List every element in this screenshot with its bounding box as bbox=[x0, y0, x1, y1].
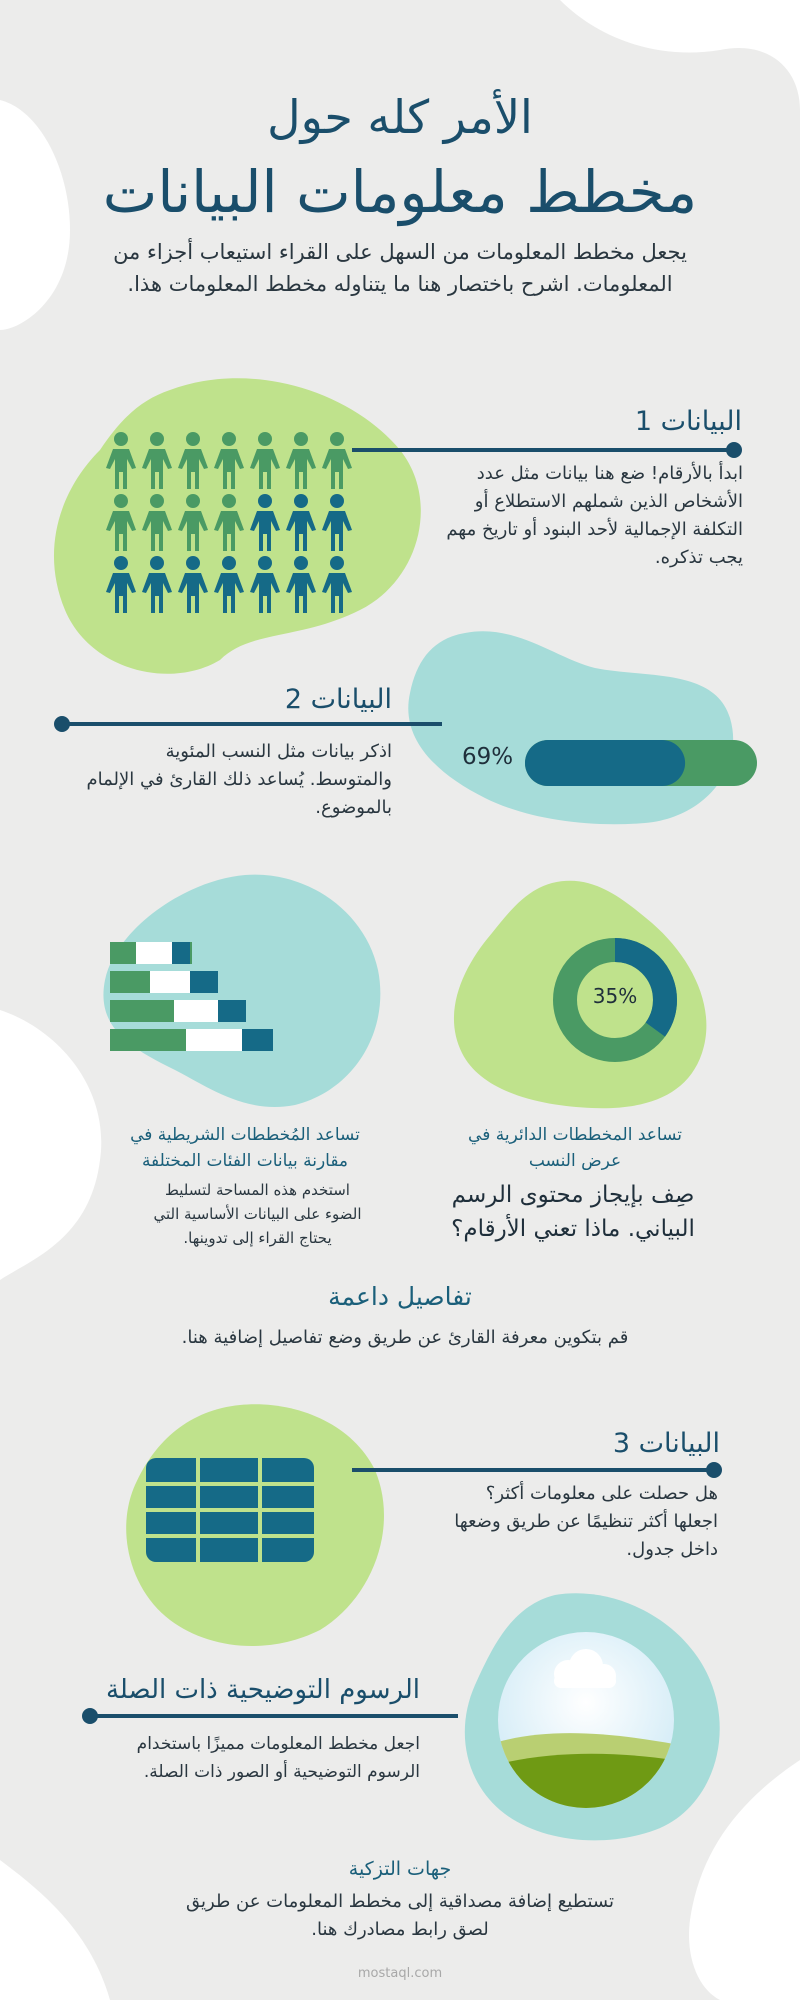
table-icon bbox=[146, 1458, 314, 1562]
section1-connector-line bbox=[352, 440, 744, 460]
illustrations-heading: الرسوم التوضيحية ذات الصلة bbox=[105, 1675, 420, 1705]
person-icon bbox=[106, 494, 136, 551]
section2-connector-line bbox=[52, 714, 444, 734]
person-icon bbox=[322, 432, 352, 489]
person-icon bbox=[178, 432, 208, 489]
section2-heading: البيانات 2 bbox=[284, 684, 392, 715]
person-icon bbox=[250, 432, 280, 489]
illustrations-connector-line bbox=[80, 1706, 460, 1726]
person-icon bbox=[178, 556, 208, 613]
section2-blob bbox=[405, 628, 735, 828]
sources-heading: جهات التزكية bbox=[348, 1858, 452, 1880]
person-icon bbox=[250, 556, 280, 613]
pie-chart-title: تساعد المخططات الدائرية في عرض النسب bbox=[468, 1125, 682, 1171]
bar-chart-title: تساعد المُخططات الشريطية في مقارنة بيانات الفئات المختلفة bbox=[130, 1125, 360, 1171]
person-icon bbox=[142, 556, 172, 613]
details-text: قم بتكوين معرفة القارئ عن طريق وضع تفاصيل إضافية هنا. bbox=[181, 1327, 629, 1348]
person-icon bbox=[286, 494, 316, 551]
watermark: mostaql.com bbox=[357, 1966, 443, 1981]
progress-bar bbox=[525, 740, 757, 786]
person-icon bbox=[142, 494, 172, 551]
person-icon bbox=[142, 432, 172, 489]
person-icon bbox=[178, 494, 208, 551]
landscape-icon bbox=[498, 1632, 674, 1808]
person-icon bbox=[286, 432, 316, 489]
bar-chart-icon bbox=[110, 940, 280, 1055]
person-icon bbox=[106, 556, 136, 613]
person-icon bbox=[250, 494, 280, 551]
person-icon bbox=[106, 432, 136, 489]
person-icon bbox=[286, 556, 316, 613]
page-title-line2: مخطط معلومات البيانات bbox=[102, 158, 698, 226]
person-icon bbox=[214, 494, 244, 551]
section3-connector-line bbox=[352, 1460, 724, 1480]
section3-heading: البيانات 3 bbox=[612, 1428, 720, 1459]
page-title-line1: الأمر كله حول bbox=[267, 90, 533, 144]
sources-text: تستطيع إضافة مصداقية إلى مخطط المعلومات عن طريق لصق رابط مصادرك هنا. bbox=[186, 1891, 614, 1940]
section1-heading: البيانات 1 bbox=[634, 406, 742, 437]
person-icon bbox=[322, 556, 352, 613]
progress-label: 69% bbox=[462, 744, 514, 770]
section1-text: ابدأ بالأرقام! ضع هنا بيانات مثل عدد الأشخاص الذين شملهم الاستطلاع أو التكلفة الإجمالية لأحد البنود أو تاريخ مهم يجب تذكره. bbox=[446, 463, 743, 568]
progress-fill bbox=[525, 740, 685, 786]
people-grid-icon bbox=[104, 432, 359, 622]
person-icon bbox=[322, 494, 352, 551]
person-icon bbox=[214, 556, 244, 613]
bar-chart-text: استخدم هذه المساحة لتسليط الضوء على البيانات الأساسية التي يحتاج القراء إلى تدوينها. bbox=[153, 1181, 362, 1247]
pie-chart-text: صِف بإيجاز محتوى الرسم البياني. ماذا تعني الأرقام؟ bbox=[451, 1182, 695, 1242]
section2-text: اذكر بيانات مثل النسب المئوية والمتوسط. يُساعد ذلك القارئ في الإلمام بالموضوع. bbox=[86, 741, 392, 818]
section3-text: هل حصلت على معلومات أكثر؟ اجعلها أكثر تنظيمًا عن طريق وضعها داخل جدول. bbox=[454, 1483, 718, 1560]
person-icon bbox=[214, 432, 244, 489]
illustrations-text: اجعل مخطط المعلومات مميزًا باستخدام الرسوم التوضيحية أو الصور ذات الصلة. bbox=[136, 1734, 420, 1782]
intro-text: يجعل مخطط المعلومات من السهل على القراء استيعاب أجزاء من المعلومات. اشرح باختصار هنا ما يتناوله مخطط المعلومات هذا. bbox=[113, 240, 687, 296]
donut-label: 35% bbox=[592, 984, 638, 1008]
details-heading: تفاصيل داعمة bbox=[328, 1282, 472, 1311]
